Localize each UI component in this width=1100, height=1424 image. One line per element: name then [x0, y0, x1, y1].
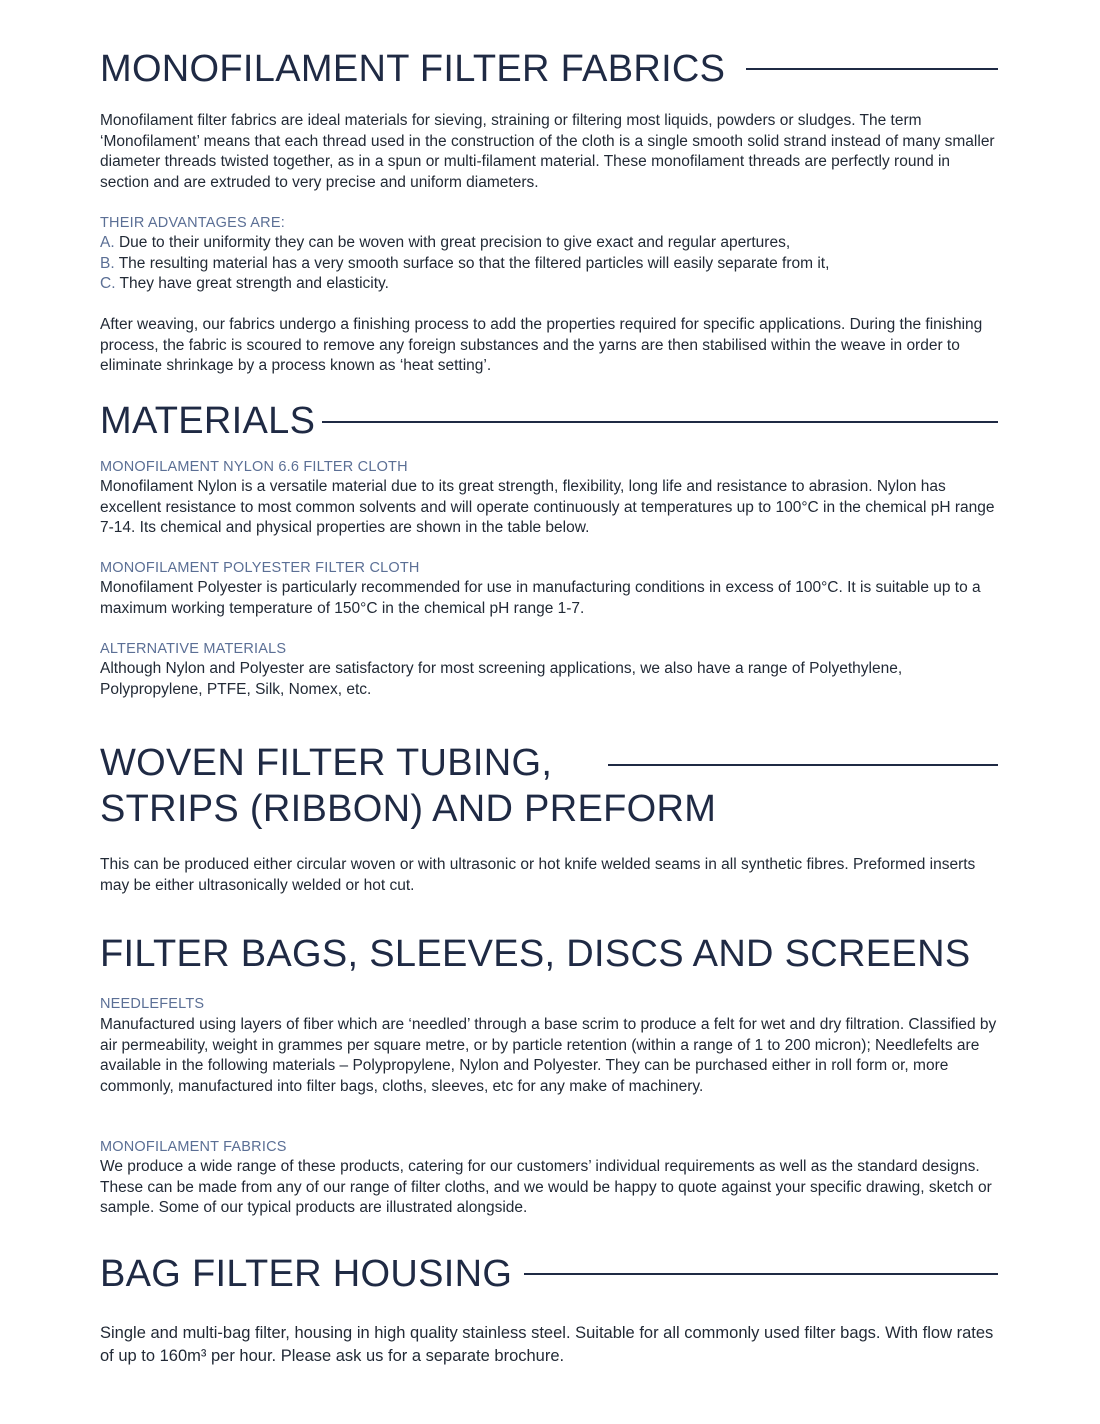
housing-paragraph: Single and multi-bag filter, housing in high quality stainless steel. Suitable for all commonly used filter bags. With flow rates of up to 160m³ per hour. Please ask us for a separate brochure.	[100, 1324, 994, 1365]
list-letter: B.	[100, 254, 115, 272]
list-letter: C.	[100, 275, 116, 292]
nylon-paragraph: Monofilament Nylon is a versatile material due to its great strength, flexibility, long life and resistance to abrasion. Nylon has excellent resistance to most common solvents and will operate continuously at temperatures up to 100°C in the chemical pH range 7-14. Its chemical and physical properties are shown in the table below.	[100, 478, 995, 536]
finishing-paragraph: After weaving, our fabrics undergo a finishing process to add the properties required for specific applications. During the finishing process, the fabric is scoured to remove any foreign substances and the yarns are then stabilised within the weave in order to eliminate shrinkage by a process known as ‘heat setting’.	[100, 316, 983, 374]
list-item	[100, 233, 1000, 254]
list-text: The resulting material has a very smooth surface so that the filtered particles will easily separate from it,	[118, 254, 830, 272]
heading-rule	[746, 68, 998, 70]
list-item	[100, 254, 1000, 275]
heading-rule	[608, 764, 998, 766]
heading-woven-filter-tubing: WOVEN FILTER TUBING,	[100, 742, 553, 784]
list-text: They have great strength and elasticity.	[119, 275, 389, 292]
list-item	[100, 274, 1000, 295]
list-text: Due to their uniformity they can be woven with great precision to give exact and regular apertures,	[118, 234, 791, 251]
alternative-heading: ALTERNATIVE MATERIALS	[100, 641, 287, 657]
heading-rule	[322, 421, 998, 423]
heading-materials: MATERIALS	[100, 400, 316, 442]
polyester-heading: MONOFILAMENT POLYESTER FILTER CLOTH	[100, 560, 420, 576]
advantages-list	[100, 233, 1000, 295]
heading-rule	[524, 1273, 998, 1275]
nylon-heading: MONOFILAMENT NYLON 6.6 FILTER CLOTH	[100, 459, 408, 475]
intro-paragraph: Monofilament filter fabrics are ideal materials for sieving, straining or filtering most liquids, powders or sludges. The term ‘Monofilament’ means that each thread used in the construction of the cloth is a single smooth solid strand instead of many smaller diameter threads twisted together, as in a spun or multi-filament material. These monofilament threads are perfectly round in section and are extruded to very precise and uniform diameters.	[100, 112, 995, 191]
heading-strips-preform: STRIPS (RIBBON) AND PREFORM	[100, 788, 717, 830]
needlefelts-paragraph: Manufactured using layers of fiber which are ‘needled’ through a base scrim to produce a felt for wet and dry filtration. Classified by air permeability, weight in grammes per square metre, or by particle retention (within a range of 1 to 200 micron); Needlefelts are available in the following materials – Polypropylene, Nylon and Polyester. They can be purchased either in roll form or, more commonly, manufactured into filter bags, cloths, sleeves, etc for any make of machinery.	[100, 1016, 997, 1095]
heading-filter-bags: FILTER BAGS, SLEEVES, DISCS AND SCREENS	[100, 933, 971, 975]
polyester-paragraph: Monofilament Polyester is particularly recommended for use in manufacturing conditions in excess of 100°C. It is suitable up to a maximum working temperature of 150°C in the chemical pH range 1-7.	[100, 579, 981, 617]
monofilament-fabrics-heading: MONOFILAMENT FABRICS	[100, 1139, 287, 1155]
heading-bag-filter-housing: BAG FILTER HOUSING	[100, 1253, 513, 1295]
tubing-paragraph: This can be produced either circular woven or with ultrasonic or hot knife welded seams in all synthetic fibres. Preformed inserts may be either ultrasonically welded or hot cut.	[100, 856, 976, 894]
alternative-paragraph: Although Nylon and Polyester are satisfactory for most screening applications, we also have a range of Polyethylene, Polypropylene, PTFE, Silk, Nomex, etc.	[100, 660, 903, 698]
list-letter: A.	[100, 234, 115, 251]
advantages-heading: THEIR ADVANTAGES ARE:	[100, 215, 285, 231]
needlefelts-heading: NEEDLEFELTS	[100, 996, 205, 1012]
heading-monofilament-filter-fabrics: MONOFILAMENT FILTER FABRICS	[100, 48, 726, 90]
monofilament-fabrics-paragraph: We produce a wide range of these products, catering for our customers’ individual requirements as well as the standard designs. These can be made from any of our range of filter cloths, and we would be happy to quote against your specific drawing, sketch or sample. Some of our typical products are illustrated alongside.	[100, 1158, 992, 1216]
